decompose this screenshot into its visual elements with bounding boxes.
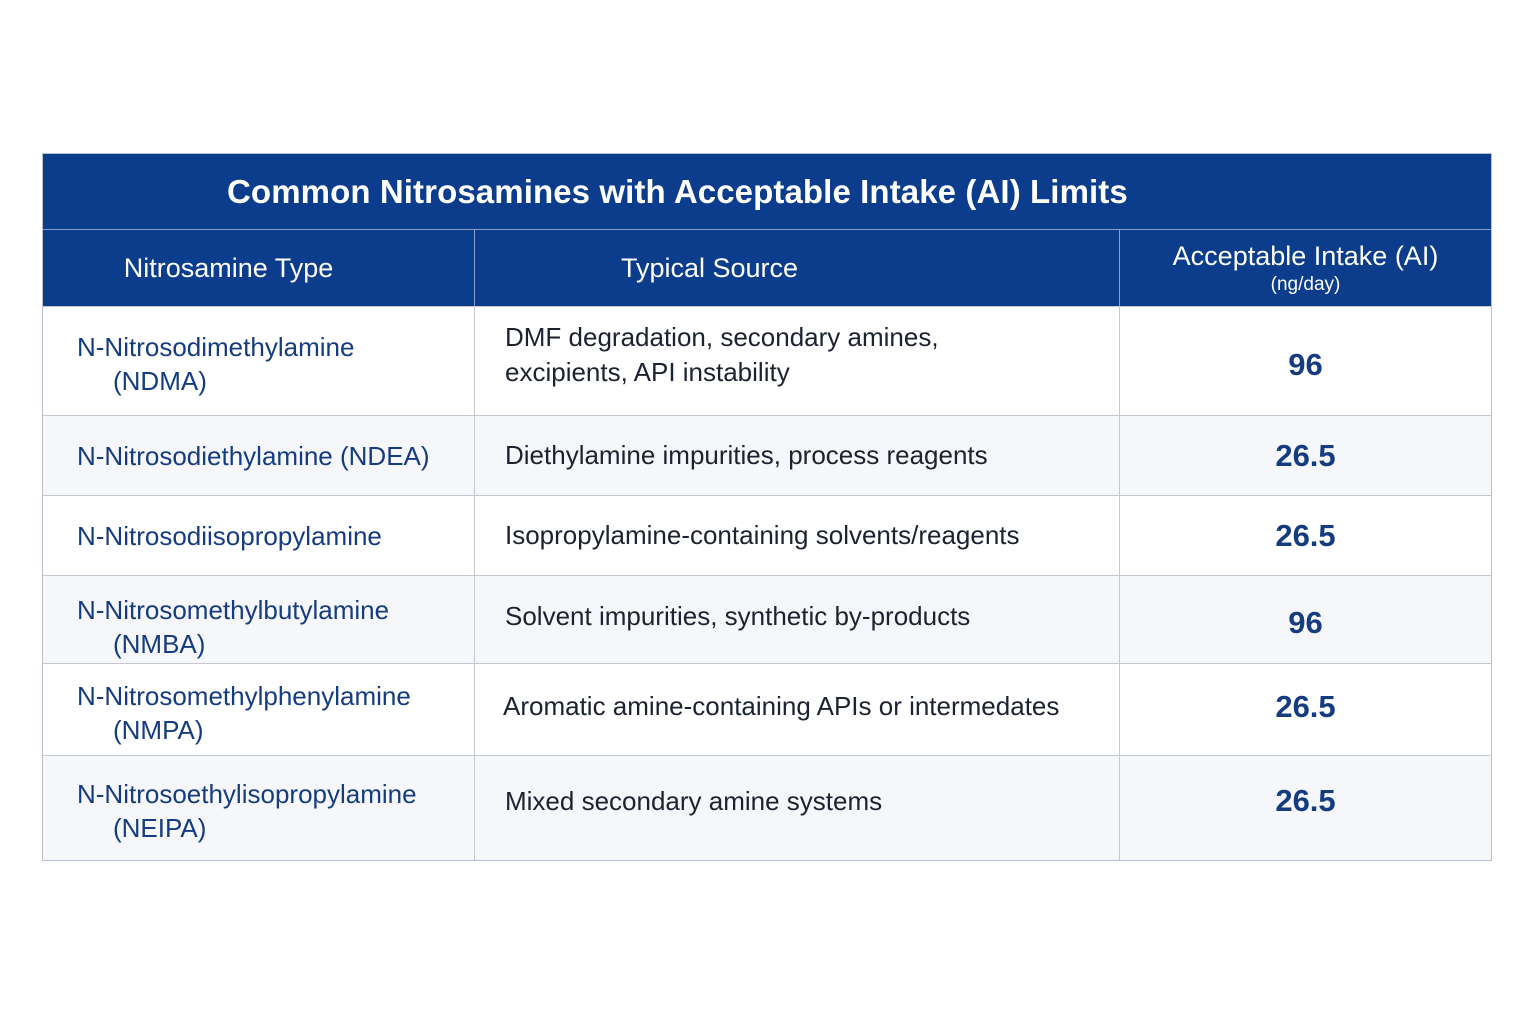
table-title: Common Nitrosamines with Acceptable Intake (AI) Limits (227, 172, 1128, 210)
ai-value: 96 (1288, 347, 1323, 382)
ai-value-cell (1120, 416, 1491, 495)
header-ai-label: Acceptable Intake (AI) (1172, 240, 1439, 271)
nitrosamine-abbreviation: (NMPA) (113, 714, 204, 745)
header-type-label: Nitrosamine Type (123, 252, 334, 283)
table-row (43, 495, 1491, 575)
nitrosamine-name-cell (43, 307, 475, 415)
ai-value-cell (1120, 664, 1491, 755)
source-text: Diethylamine impurities, process reagents (505, 440, 988, 470)
source-text: Aromatic amine-containing APIs or intermedates (503, 691, 1060, 721)
nitrosamine-name: N-Nitrosomethylbutylamine (77, 594, 390, 625)
nitrosamine-name-cell (43, 664, 475, 755)
ai-value: 26.5 (1275, 517, 1336, 553)
nitrosamine-abbreviation: (NMBA) (113, 628, 206, 659)
source-cell (475, 416, 1120, 495)
nitrosamine-name: N-Nitrosodiethylamine (NDEA) (77, 440, 430, 471)
nitrosamine-name-cell (43, 416, 475, 495)
ai-value-cell (1120, 756, 1491, 860)
header-acceptable-intake (1120, 230, 1491, 306)
nitrosamine-name-cell (43, 756, 475, 860)
nitrosamine-name: N-Nitrosodimethylamine (77, 332, 355, 362)
ai-value-cell (1120, 496, 1491, 575)
source-cell (475, 576, 1120, 663)
nitrosamine-name: N-Nitrosoethylisopropylamine (77, 779, 417, 809)
nitrosamine-table (42, 153, 1492, 861)
nitrosamine-name: N-Nitrosomethylphenylamine (77, 680, 411, 711)
table-row (43, 306, 1491, 415)
header-ai-unit: (ng/day) (1270, 273, 1341, 295)
table-row (43, 755, 1491, 860)
header-nitrosamine-type (43, 230, 475, 306)
ai-value: 26.5 (1275, 783, 1336, 818)
ai-value: 26.5 (1275, 688, 1336, 724)
source-cell (475, 496, 1120, 575)
header-source-label: Typical Source (620, 252, 799, 283)
source-text: DMF degradation, secondary amines, excipients, API instability (505, 322, 939, 387)
nitrosamine-abbreviation: (NDMA) (113, 366, 207, 396)
ai-value-cell (1120, 307, 1491, 415)
source-text: Solvent impurities, synthetic by-products (505, 601, 971, 631)
source-cell (475, 307, 1120, 415)
source-cell (475, 664, 1120, 755)
source-text: Isopropylamine-containing solvents/reagents (505, 520, 1020, 550)
header-typical-source (475, 230, 1120, 306)
ai-value-cell (1120, 576, 1491, 663)
nitrosamine-abbreviation: (NEIPA) (113, 813, 207, 843)
ai-value: 26.5 (1275, 437, 1336, 473)
ai-value: 96 (1288, 604, 1323, 640)
source-text: Mixed secondary amine systems (505, 785, 883, 816)
nitrosamine-name: N-Nitrosodiisopropylamine (77, 520, 382, 551)
nitrosamine-name-cell (43, 496, 475, 575)
table-row (43, 663, 1491, 755)
table-title-bar (43, 154, 1491, 230)
source-cell (475, 756, 1120, 860)
table-header-row (43, 230, 1491, 306)
nitrosamine-name-cell (43, 576, 475, 663)
table-row (43, 415, 1491, 495)
table-row (43, 575, 1491, 663)
